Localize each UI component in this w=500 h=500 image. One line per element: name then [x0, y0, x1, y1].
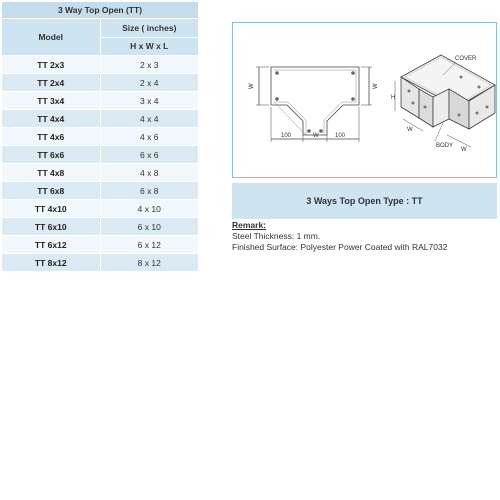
table-row [2, 200, 199, 218]
table-row [2, 110, 199, 128]
body-label: BODY [436, 143, 454, 149]
table-row [2, 56, 199, 74]
size-cell: 2 x 4 [100, 74, 199, 92]
model-cell: TT 4x10 [2, 200, 101, 218]
table-row [2, 74, 199, 92]
model-cell: TT 6x6 [2, 146, 101, 164]
cover-label: COVER [455, 56, 477, 62]
model-cell: TT 6x10 [2, 218, 101, 236]
size-cell: 2 x 3 [100, 56, 199, 74]
dim-bottom-left-label: 100 [281, 133, 292, 139]
column-header-model: Model [2, 19, 101, 56]
size-cell: 4 x 10 [100, 200, 199, 218]
table-row [2, 236, 199, 254]
spec-table [1, 1, 199, 272]
table-row [2, 182, 199, 200]
drawing-svg [233, 23, 498, 179]
model-cell: TT 6x8 [2, 182, 101, 200]
iso-w-right-label: W [461, 147, 467, 153]
column-header-dims: H x W x L [100, 37, 199, 56]
model-cell: TT 4x6 [2, 128, 101, 146]
column-header-size: Size ( inches) [100, 19, 199, 38]
size-cell: 6 x 12 [100, 236, 199, 254]
remark-line-surface: Finished Surface: Polyester Power Coated with RAL7032 [232, 242, 448, 252]
size-cell: 6 x 8 [100, 182, 199, 200]
size-cell: 4 x 4 [100, 110, 199, 128]
model-cell: TT 4x4 [2, 110, 101, 128]
model-cell: TT 6x12 [2, 236, 101, 254]
iso-w-left-label: W [407, 127, 413, 133]
model-cell: TT 3x4 [2, 92, 101, 110]
remark-line-thickness: Steel Thickness: 1 mm. [232, 231, 321, 241]
table-title: 3 Way Top Open (TT) [2, 2, 199, 19]
dim-bottom-right-label: 100 [335, 133, 346, 139]
model-cell: TT 8x12 [2, 254, 101, 272]
isometric-view [395, 55, 495, 147]
size-cell: 4 x 6 [100, 128, 199, 146]
table-row [2, 128, 199, 146]
model-cell: TT 2x4 [2, 74, 101, 92]
dim-w-left-label: W [249, 83, 255, 89]
size-cell: 6 x 6 [100, 146, 199, 164]
table-row [2, 218, 199, 236]
remark-block [232, 220, 497, 253]
size-cell: 6 x 10 [100, 218, 199, 236]
table-row [2, 146, 199, 164]
table-row [2, 92, 199, 110]
table-row [2, 254, 199, 272]
size-cell: 4 x 8 [100, 164, 199, 182]
technical-drawing [232, 22, 497, 178]
dim-w-right-label: W [373, 83, 379, 89]
model-cell: TT 4x8 [2, 164, 101, 182]
size-cell: 3 x 4 [100, 92, 199, 110]
dim-bottom-mid-label: W [313, 133, 319, 139]
model-cell: TT 2x3 [2, 56, 101, 74]
remark-title: Remark: [232, 220, 267, 230]
iso-h-label: H [391, 95, 396, 101]
plan-view [256, 67, 372, 142]
size-cell: 8 x 12 [100, 254, 199, 272]
type-caption: 3 Ways Top Open Type : TT [232, 183, 497, 219]
table-row [2, 164, 199, 182]
